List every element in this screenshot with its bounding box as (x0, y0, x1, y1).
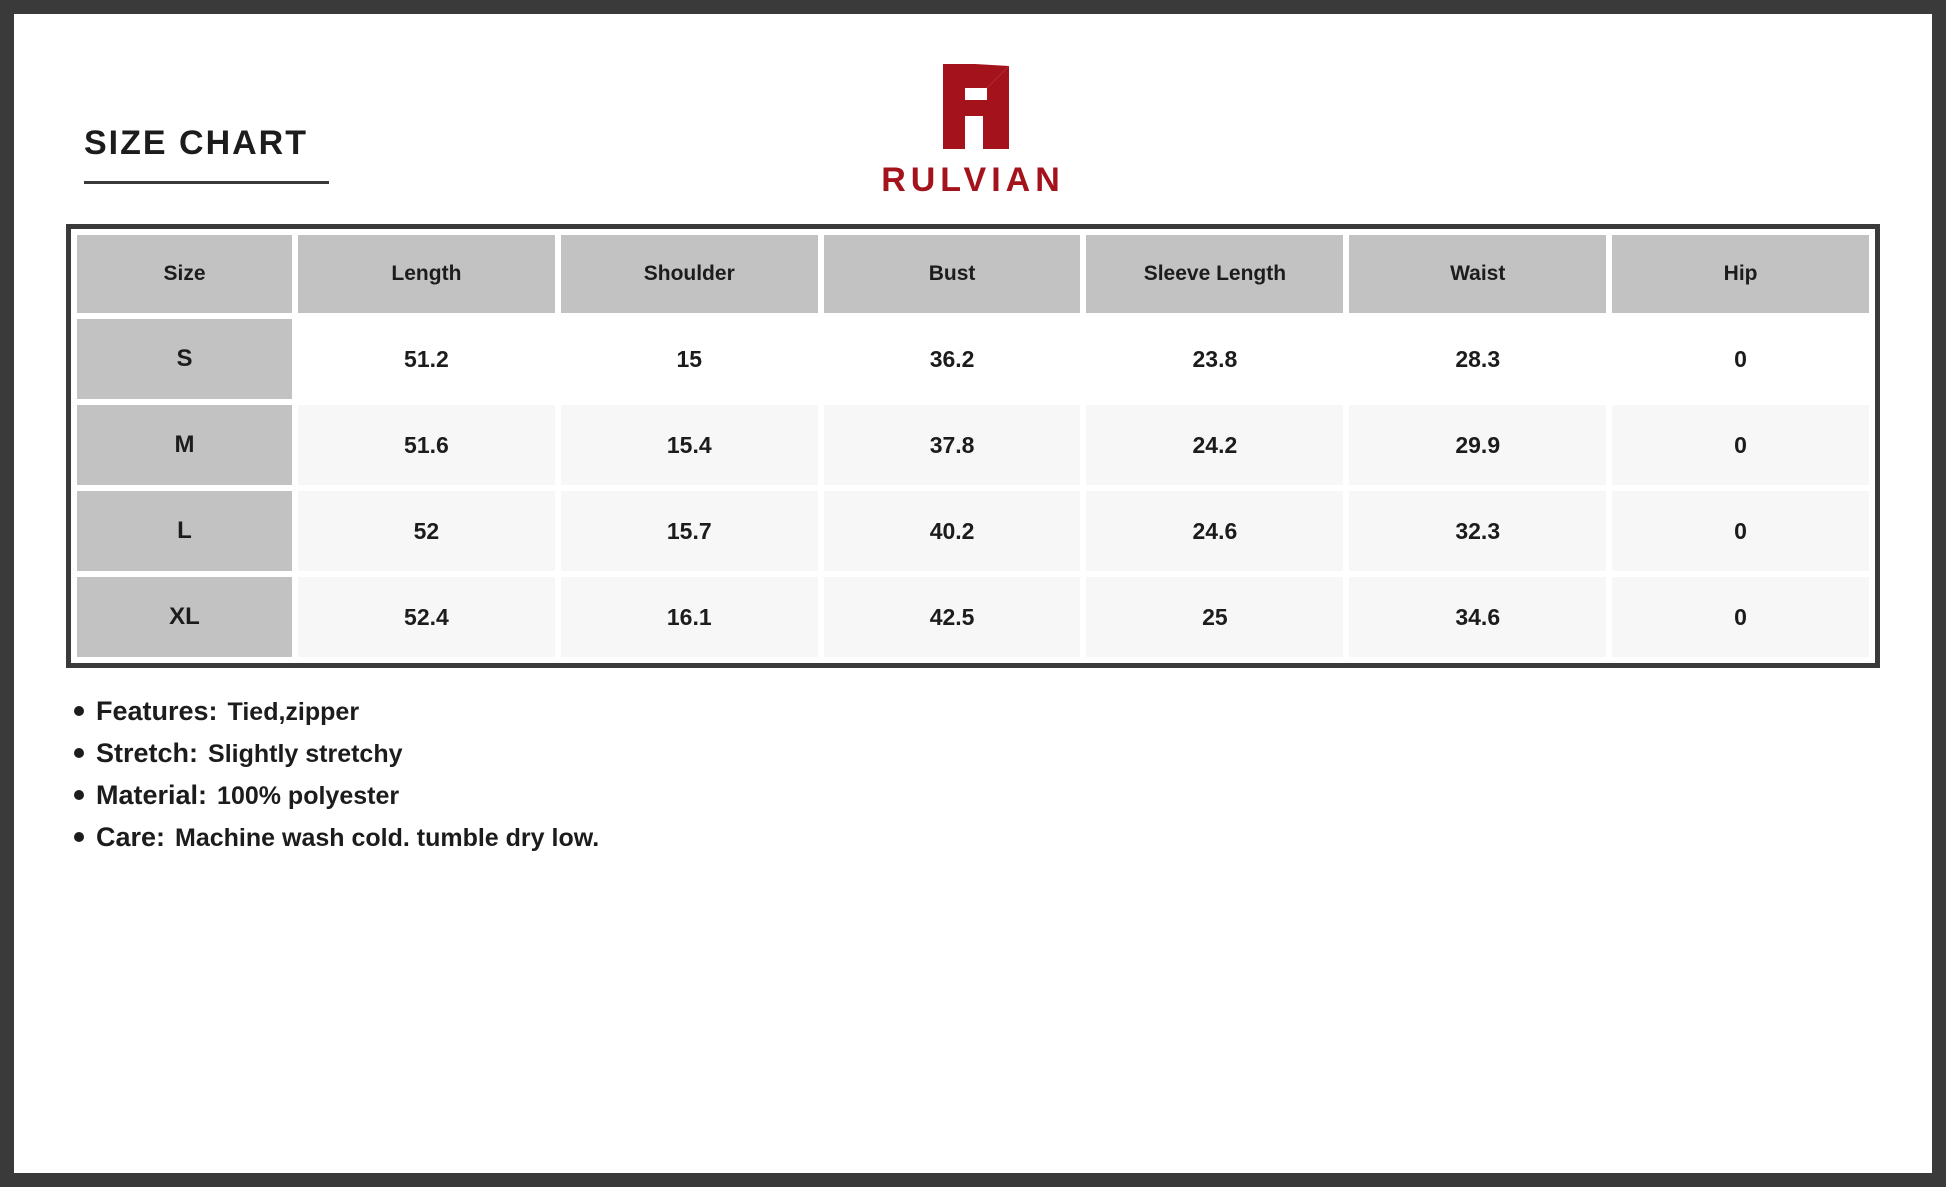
note-value: Slightly stretchy (208, 740, 403, 768)
row-size-label: S (77, 319, 292, 399)
note-value: Machine wash cold. tumble dry low. (175, 824, 600, 852)
cell-hip: 0 (1612, 577, 1869, 657)
column-header-bust: Bust (824, 235, 1081, 313)
cell-length: 52 (298, 491, 555, 571)
row-size-label: XL (77, 577, 292, 657)
cell-hip: 0 (1612, 491, 1869, 571)
note-value: Tied,zipper (227, 698, 360, 726)
cell-shoulder: 15.7 (561, 491, 818, 571)
table-row (77, 577, 1869, 657)
cell-sleeve-length: 24.2 (1086, 405, 1343, 485)
bullet-icon (74, 748, 84, 758)
brand-name: RULVIAN (881, 161, 1065, 199)
table-row (77, 319, 1869, 399)
table-header-row (77, 235, 1869, 313)
cell-shoulder: 16.1 (561, 577, 818, 657)
list-item (74, 780, 1882, 811)
cell-sleeve-length: 25 (1086, 577, 1343, 657)
cell-bust: 42.5 (824, 577, 1081, 657)
bullet-icon (74, 790, 84, 800)
row-size-label: M (77, 405, 292, 485)
note-label: Features: (96, 696, 218, 726)
size-chart-sheet (10, 10, 1936, 1177)
size-table (71, 229, 1875, 663)
list-item (74, 696, 1882, 727)
cell-sleeve-length: 24.6 (1086, 491, 1343, 571)
cell-length: 51.6 (298, 405, 555, 485)
cell-shoulder: 15.4 (561, 405, 818, 485)
size-table-wrapper (66, 224, 1880, 668)
column-header-waist: Waist (1349, 235, 1606, 313)
cell-sleeve-length: 23.8 (1086, 319, 1343, 399)
note-label: Stretch: (96, 738, 199, 768)
column-header-hip: Hip (1612, 235, 1869, 313)
note-label: Material: (96, 780, 208, 810)
column-header-shoulder: Shoulder (561, 235, 818, 313)
cell-length: 51.2 (298, 319, 555, 399)
column-header-sleeve-length: Sleeve Length (1086, 235, 1343, 313)
column-header-size: Size (77, 235, 292, 313)
cell-waist: 34.6 (1349, 577, 1606, 657)
cell-hip: 0 (1612, 319, 1869, 399)
cell-hip: 0 (1612, 405, 1869, 485)
note-value: 100% polyester (217, 782, 400, 810)
row-size-label: L (77, 491, 292, 571)
note-label: Care: (96, 822, 166, 852)
cell-bust: 40.2 (824, 491, 1081, 571)
cell-bust: 36.2 (824, 319, 1081, 399)
cell-shoulder: 15 (561, 319, 818, 399)
cell-waist: 32.3 (1349, 491, 1606, 571)
cell-waist: 28.3 (1349, 319, 1606, 399)
cell-bust: 37.8 (824, 405, 1081, 485)
list-item (74, 822, 1882, 853)
r-logo-icon (913, 54, 1033, 159)
header (64, 14, 1882, 224)
brand-block (64, 54, 1882, 200)
column-header-length: Length (298, 235, 555, 313)
cell-waist: 29.9 (1349, 405, 1606, 485)
list-item (74, 738, 1882, 769)
bullet-icon (74, 706, 84, 716)
cell-length: 52.4 (298, 577, 555, 657)
table-row (77, 491, 1869, 571)
bullet-icon (74, 832, 84, 842)
table-row (77, 405, 1869, 485)
notes-list (74, 696, 1882, 853)
page-title: SIZE CHART (84, 124, 308, 162)
